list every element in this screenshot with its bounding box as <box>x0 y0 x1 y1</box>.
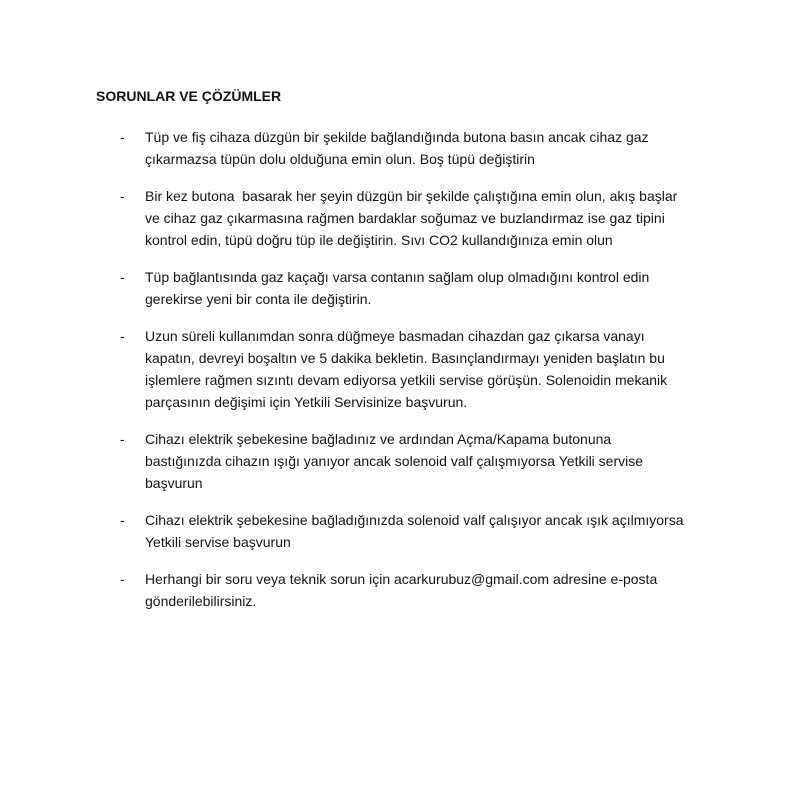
bullet-dash: - <box>120 512 125 528</box>
bullet-dash: - <box>120 129 125 145</box>
bullet-dash: - <box>120 431 125 447</box>
page-title: SORUNLAR VE ÇÖZÜMLER <box>96 88 282 104</box>
list-item-text <box>145 428 730 494</box>
text-line: Tüp bağlantısında gaz kaçağı varsa contanın sağlam olup olmadığını kontrol edin <box>145 269 650 285</box>
text-line: gerekirse yeni bir conta ile değiştirin. <box>145 291 372 307</box>
list-item-text <box>145 325 730 413</box>
list-item-text <box>145 509 730 553</box>
text-line: Herhangi bir soru veya teknik sorun için acarkurubuz@gmail.com adresine e-posta <box>145 571 658 587</box>
list-item-7 <box>120 568 730 612</box>
text-line: parçasının değişimi için Yetkili Servisinize başvurun. <box>145 394 468 410</box>
text-line: çıkarmazsa tüpün dolu olduğuna emin olun. Boş tüpü değiştirin <box>145 151 535 167</box>
text-line: Bir kez butona basarak her şeyin düzgün bir şekilde çalıştığına emin olun, akış başlar <box>145 188 678 204</box>
text-line: gönderilebilirsiniz. <box>145 593 257 609</box>
list-item-1 <box>120 126 730 170</box>
text-line: Uzun süreli kullanımdan sonra düğmeye basmadan cihazdan gaz çıkarsa vanayı <box>145 328 645 344</box>
list-item-text <box>145 568 730 612</box>
text-line: bastığınızda cihazın ışığı yanıyor ancak solenoid valf çalışmıyorsa Yetkili servise <box>145 453 644 469</box>
list-item-5 <box>120 428 730 494</box>
text-line: Cihazı elektrik şebekesine bağladınız ve ardından Açma/Kapama butonuna <box>145 431 612 447</box>
text-line: Cihazı elektrik şebekesine bağladığınızda solenoid valf çalışıyor ancak ışık açılmıyorsa <box>145 512 684 528</box>
list-item-6 <box>120 509 730 553</box>
list-item-3 <box>120 266 730 310</box>
bullet-dash: - <box>120 269 125 285</box>
list-item-text <box>145 126 730 170</box>
list-item-text <box>145 266 730 310</box>
bullet-dash: - <box>120 571 125 587</box>
text-line: işlemlere rağmen sızıntı devam ediyorsa yetkili servise görüşün. Solenoidin mekanik <box>145 372 668 388</box>
text-line: ve cihaz gaz çıkarmasına rağmen bardaklar soğumaz ve buzlandırmaz ise gaz tipini <box>145 210 665 226</box>
bullet-dash: - <box>120 188 125 204</box>
text-line: kapatın, devreyi boşaltın ve 5 dakika bekletin. Basınçlandırmayı yeniden başlatın bu <box>145 350 665 366</box>
text-line: kontrol edin, tüpü doğru tüp ile değiştirin. Sıvı CO2 kullandığınıza emin olun <box>145 232 613 248</box>
list-item-2 <box>120 185 730 251</box>
text-line: başvurun <box>145 475 203 491</box>
bullet-dash: - <box>120 328 125 344</box>
text-line: Yetkili servise başvurun <box>145 534 291 550</box>
list-item-text <box>145 185 730 251</box>
list-item-4 <box>120 325 730 413</box>
text-line: Tüp ve fiş cihaza düzgün bir şekilde bağlandığında butona basın ancak cihaz gaz <box>145 129 649 145</box>
